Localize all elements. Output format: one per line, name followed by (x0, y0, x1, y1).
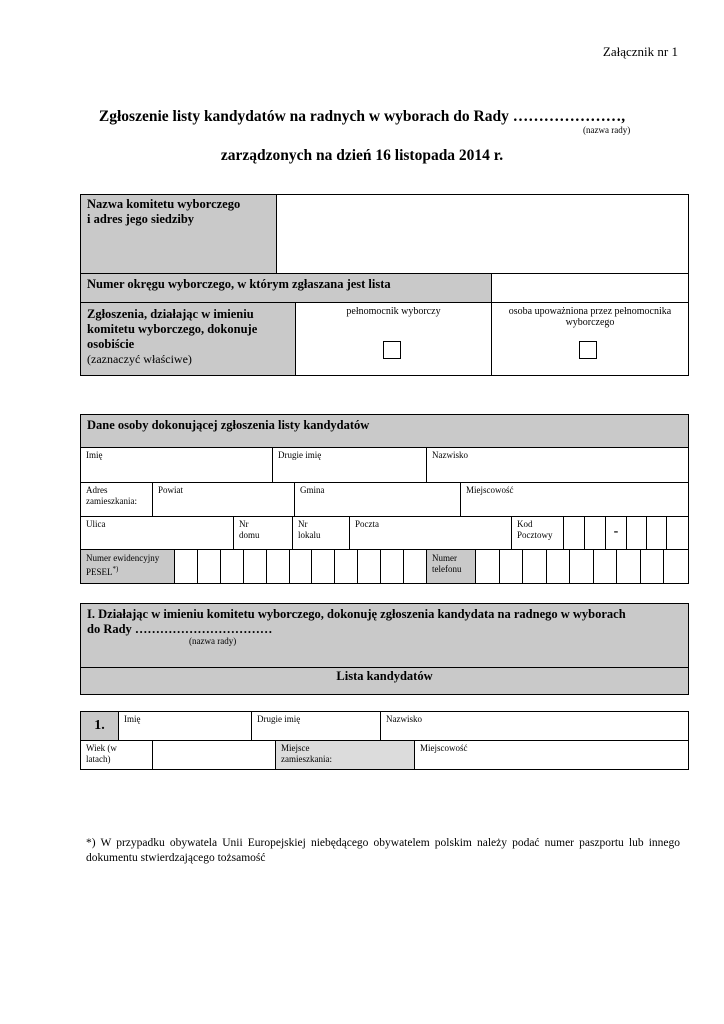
person-post-office-label: Poczta (355, 519, 379, 529)
candidate-age-label-cell (81, 741, 153, 769)
candidate-number-cell (81, 712, 119, 741)
phone-digit-1[interactable] (476, 550, 500, 583)
district-label: Numer okręgu wyborczego, w którym zgłaszana jest lista (87, 277, 391, 291)
postal-digit-2[interactable] (585, 517, 606, 550)
district-label-cell (81, 274, 492, 303)
postal-digit-3[interactable] (627, 517, 647, 550)
phone-digit-7[interactable] (617, 550, 641, 583)
candidate-number: 1. (94, 718, 105, 733)
pesel-digit-3[interactable] (221, 550, 244, 583)
pesel-digit-11[interactable] (404, 550, 427, 583)
submitter-label-cell (81, 303, 296, 375)
person-locality-field[interactable] (461, 483, 688, 517)
pesel-digit-6[interactable] (290, 550, 313, 583)
person-commune-field[interactable] (295, 483, 461, 517)
pesel-digit-9[interactable] (358, 550, 381, 583)
phone-label: Numer telefonu (432, 553, 462, 574)
pesel-label (81, 550, 174, 580)
submitter-hint: (zaznaczyć właściwe) (87, 352, 192, 366)
pesel-digit-10[interactable] (381, 550, 404, 583)
footnote: *) W przypadku obywatela Unii Europejskiej niebędącego obywatelem polskim należy podać numer paszportu lub innego dokumentu stwierdzającego tożsamość (86, 837, 680, 864)
person-locality-label: Miejscowość (466, 485, 514, 495)
person-postal-code-label: Kod Pocztowy (517, 519, 553, 540)
pesel-digit-7[interactable] (312, 550, 335, 583)
candidate-locality-field[interactable] (415, 741, 688, 769)
phone-digit-8[interactable] (641, 550, 665, 583)
person-street-label: Ulica (86, 519, 106, 529)
person-flat-no-label: Nr lokalu (298, 519, 321, 540)
form-title (40, 108, 684, 126)
section1-header (80, 603, 689, 695)
form-subtitle: zarządzonych na dzień 16 listopada 2014 r. (220, 147, 504, 164)
option-proxy-checkbox[interactable] (383, 341, 401, 359)
option-authorized-cell (492, 303, 688, 375)
section1-title-line2: do Rady …………………………… (87, 622, 273, 636)
person-house-no-field[interactable] (234, 517, 293, 550)
district-number-field[interactable] (492, 274, 688, 303)
candidate-surname-label: Nazwisko (386, 714, 422, 724)
committee-name-label-line1: Nazwa komitetu wyborczego (87, 197, 241, 211)
candidate-second-name-field[interactable] (252, 712, 381, 741)
committee-name-label (81, 195, 276, 229)
candidate-table (80, 711, 689, 770)
candidate-residence-label-cell (276, 741, 415, 769)
person-second-name-field[interactable] (273, 448, 427, 483)
person-county-label: Powiat (158, 485, 184, 495)
candidate-surname-field[interactable] (381, 712, 688, 741)
candidate-second-name-label: Drugie imię (257, 714, 301, 724)
person-commune-label: Gmina (300, 485, 325, 495)
person-second-name-label: Drugie imię (278, 450, 322, 460)
postal-digit-1[interactable] (564, 517, 585, 550)
phone-digit-9[interactable] (664, 550, 688, 583)
committee-name-field[interactable] (277, 195, 688, 274)
submitter-label-line3: osobiście (87, 337, 135, 351)
candidate-locality-label: Miejscowość (420, 743, 468, 753)
option-authorized-checkbox[interactable] (579, 341, 597, 359)
phone-label-cell (427, 550, 476, 583)
pesel-digit-4[interactable] (244, 550, 267, 583)
committee-name-label-cell (81, 195, 277, 274)
person-surname-label: Nazwisko (432, 450, 468, 460)
postal-digit-5[interactable] (667, 517, 688, 550)
person-post-office-field[interactable] (350, 517, 512, 550)
section1-title (81, 604, 688, 639)
candidate-first-name-field[interactable] (119, 712, 252, 741)
section1-title-line1: I. Działając w imieniu komitetu wyborczego, dokonuję zgłoszenia kandydata na radnego w wyborach (87, 607, 626, 621)
committee-name-label-line2: i adres jego siedziby (87, 212, 195, 226)
committee-table (80, 194, 689, 376)
person-flat-no-field[interactable] (293, 517, 350, 550)
person-postal-code-label-cell (512, 517, 564, 550)
phone-digit-2[interactable] (500, 550, 524, 583)
candidate-age-field[interactable] (153, 741, 276, 769)
submitter-label-line2: komitetu wyborczego, dokonuje (87, 322, 258, 336)
phone-digit-4[interactable] (547, 550, 571, 583)
pesel-digit-1[interactable] (175, 550, 198, 583)
annex-label: Załącznik nr 1 (602, 44, 678, 59)
council-name-note: (nazwa rady) (583, 125, 631, 135)
person-first-name-field[interactable] (81, 448, 273, 483)
candidate-residence-label: Miejsce zamieszkania: (281, 743, 332, 764)
phone-digit-3[interactable] (523, 550, 547, 583)
person-street-field[interactable] (81, 517, 234, 550)
pesel-footnote-mark: *) (112, 565, 119, 573)
postal-dash: - (606, 517, 627, 550)
phone-digit-5[interactable] (570, 550, 594, 583)
option-proxy-cell (296, 303, 492, 375)
pesel-label-text: Numer ewidencyjny PESEL (86, 553, 160, 577)
person-house-no-label: Nr domu (239, 519, 260, 540)
submitter-person-table (80, 414, 689, 584)
option-proxy-label: pełnomocnik wyborczy (346, 306, 441, 317)
person-section-title: Dane osoby dokonującej zgłoszenia listy kandydatów (87, 418, 370, 432)
pesel-label-cell (81, 550, 175, 583)
postal-digit-4[interactable] (647, 517, 667, 550)
candidate-list-title: Lista kandydatów (336, 669, 433, 683)
person-first-name-label: Imię (86, 450, 103, 460)
submitter-label (81, 303, 295, 369)
pesel-digit-2[interactable] (198, 550, 221, 583)
person-section-header (81, 415, 688, 448)
candidate-first-name-label: Imię (124, 714, 141, 724)
submitter-label-line1: Zgłoszenia, działając w imieniu (87, 307, 254, 321)
form-title-line1: Zgłoszenie listy kandydatów na radnych w wyborach do Rady …………………, (98, 108, 626, 125)
section1-council-note: (nazwa rady) (189, 636, 237, 646)
person-address-label-cell (81, 483, 153, 517)
pesel-digit-8[interactable] (335, 550, 358, 583)
phone-digit-6[interactable] (594, 550, 618, 583)
option-authorized-label: osoba upoważniona przez pełnomocnika wyborczego (508, 306, 672, 328)
pesel-digit-5[interactable] (267, 550, 290, 583)
candidate-age-label: Wiek (w latach) (86, 743, 117, 764)
person-address-label: Adres zamieszkania: (86, 485, 137, 506)
person-surname-field[interactable] (427, 448, 688, 483)
person-county-field[interactable] (153, 483, 295, 517)
